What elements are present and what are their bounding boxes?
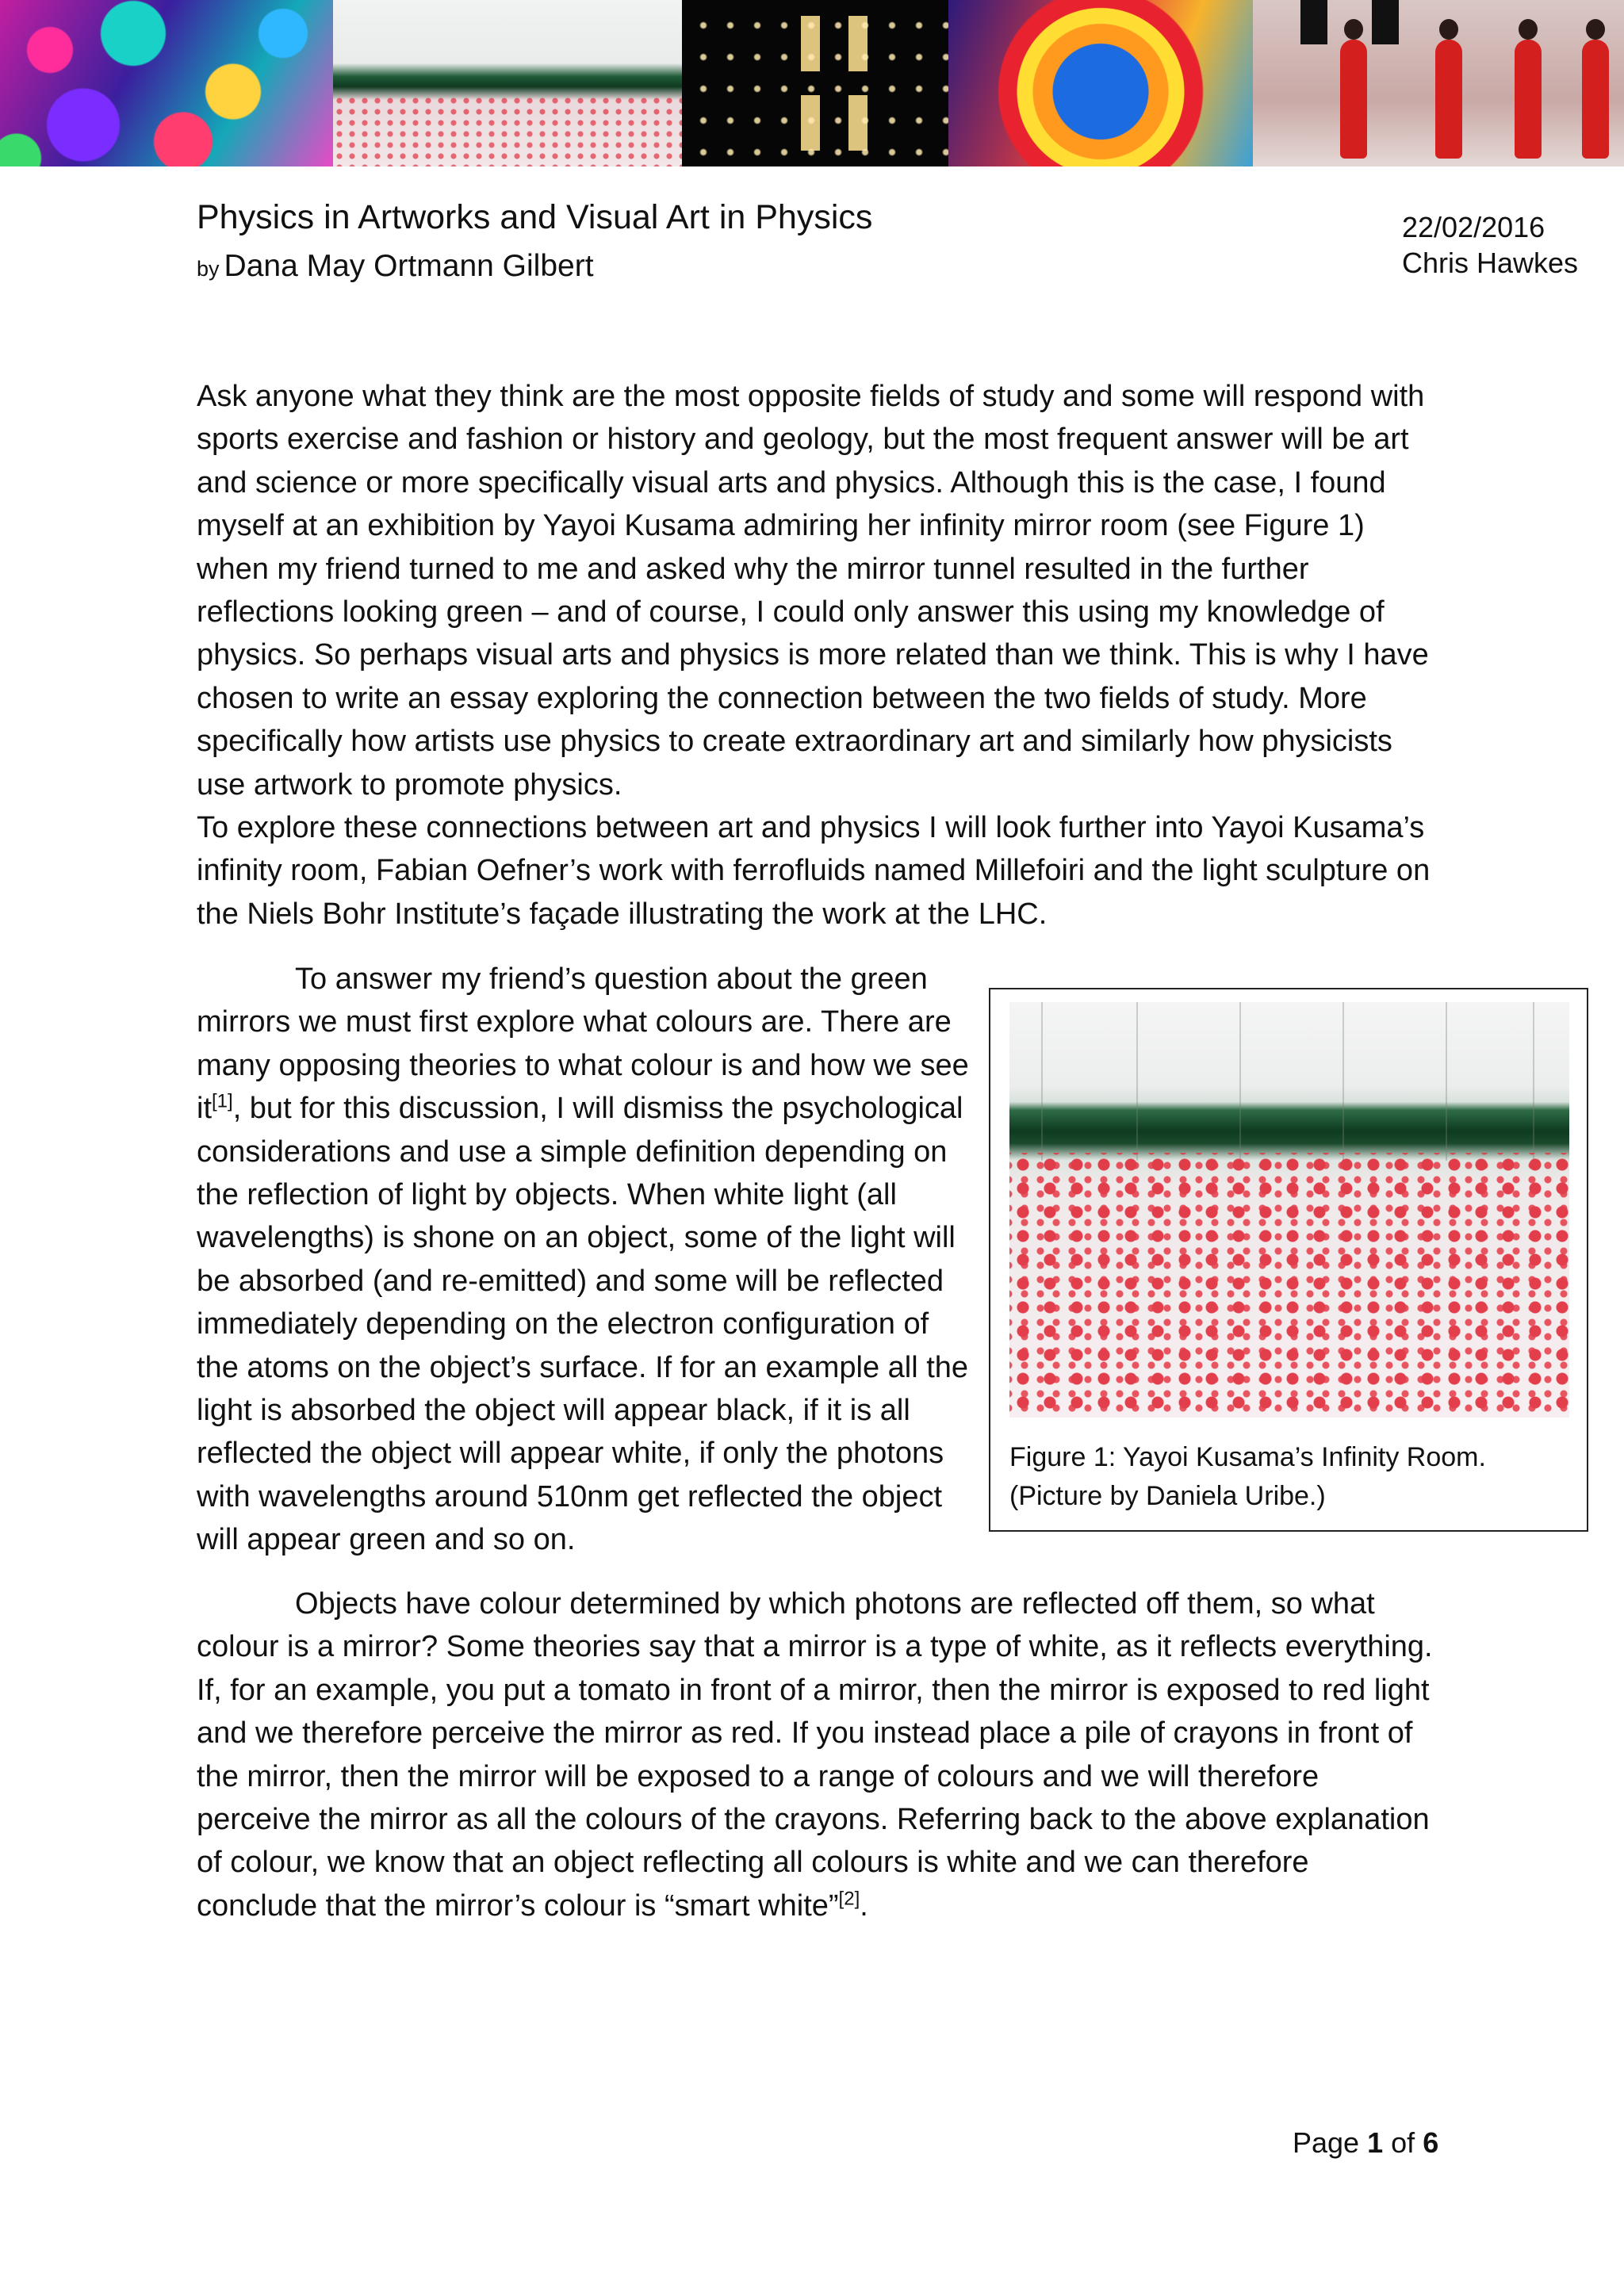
banner-ferrofluid-image — [0, 0, 333, 166]
intro-text-2: To explore these connections between art and physics I will look further into Yayoi Kusama’s infinity room, Fabian Oefner’s work with ferrofluids named Millefoiri and the light sculpture on the Niels Bohr Institute’s façade illustrating the work at the LHC. — [197, 811, 1431, 931]
teacher-name: Chris Hawkes — [1402, 247, 1579, 279]
intro-text: Ask anyone what they think are the most opposite fields of study and some will respond with sports exercise and fashion or history and geology, but the most frequent answer will be art and science or more specifically visual arts and physics. Although this is the case, I found myself at an exhibition by Yayoi Kusama admiring her infinity mirror room (see Figure 1) when my friend turned to me and asked why the mirror tunnel resulted in the further reflections looking green – and of course, I could only answer this using my knowledge of physics. So perhaps visual arts and physics is more related than we think. This is why I have chosen to write an essay exploring the connection between the two fields of study. More specifically how artists use physics to create extraordinary art and similarly how physicists use artwork to promote physics. — [197, 380, 1429, 802]
figure-caption-line-2: (Picture by Daniela Uribe.) — [1009, 1481, 1326, 1511]
total-pages: 6 — [1423, 2126, 1439, 2159]
reference-1[interactable]: [1] — [212, 1090, 233, 1112]
mirror-paragraph — [197, 1582, 1434, 1927]
page-number — [1293, 2126, 1438, 2160]
header-banner — [0, 0, 1624, 166]
document-title: Physics in Artworks and Visual Art in Physics — [197, 198, 873, 236]
mirror-text-end: . — [860, 1888, 868, 1923]
banner-infinity-room-image — [333, 0, 682, 166]
document-date: 22/02/2016 — [1402, 211, 1545, 243]
colour-text — [197, 958, 974, 1562]
figure-1 — [989, 988, 1588, 1532]
author-line — [197, 249, 594, 284]
banner-sphere-art-image — [948, 0, 1253, 166]
infinity-room-photo — [1009, 1002, 1569, 1418]
intro-paragraph — [197, 375, 1434, 806]
intro-paragraph-2 — [197, 806, 1434, 936]
of-word: of — [1391, 2126, 1415, 2159]
banner-performance-image — [1253, 0, 1624, 166]
figure-caption — [1009, 1438, 1572, 1516]
mirror-text — [197, 1582, 1434, 1927]
colour-text-a: To answer my friend’s question about the green mirrors we must first explore what colours are. There are many opposing theories to what colour is and how we see it — [197, 962, 969, 1126]
reference-2[interactable]: [2] — [838, 1888, 860, 1910]
current-page: 1 — [1367, 2126, 1384, 2159]
colour-paragraph — [197, 958, 974, 1562]
by-word: by — [197, 257, 220, 281]
author-name: Dana May Ortmann Gilbert — [224, 249, 594, 283]
figure-caption-line-1: Figure 1: Yayoi Kusama’s Infinity Room. — [1009, 1442, 1486, 1472]
page-word: Page — [1293, 2126, 1360, 2159]
colour-text-b: , but for this discussion, I will dismiss the psychological considerations and use a simple definition depending on the reflection of light by objects. When white light (all wavelengths) is shone on an object, some of the light will be absorbed (and re-emitted) and some will be reflected immediately depending on the electron configuration of the atoms on the object’s surface. If for an example all the light is absorbed the object will appear black, if it is all reflected the object will appear white, if only the photons with wavelengths around 510nm get reflected the object will appear green and so on. — [197, 1092, 969, 1557]
banner-light-facade-image — [682, 0, 948, 166]
mirror-text-a: Objects have colour determined by which photons are reflected off them, so what colour is a mirror? Some theories say that a mirror is a type of white, as it reflects everything. If, for an example, you put a tomato in front of a mirror, then the mirror is exposed to red light and we therefore perceive the mirror as red. If you instead place a pile of crayons in front of the mirror, then the mirror will be exposed to a range of colours and we will therefore perceive the mirror as all the colours of the crayons. Referring back to the above explanation of colour, we know that an object reflecting all colours is white and we can therefore conclude that the mirror’s colour is “smart white” — [197, 1587, 1433, 1923]
